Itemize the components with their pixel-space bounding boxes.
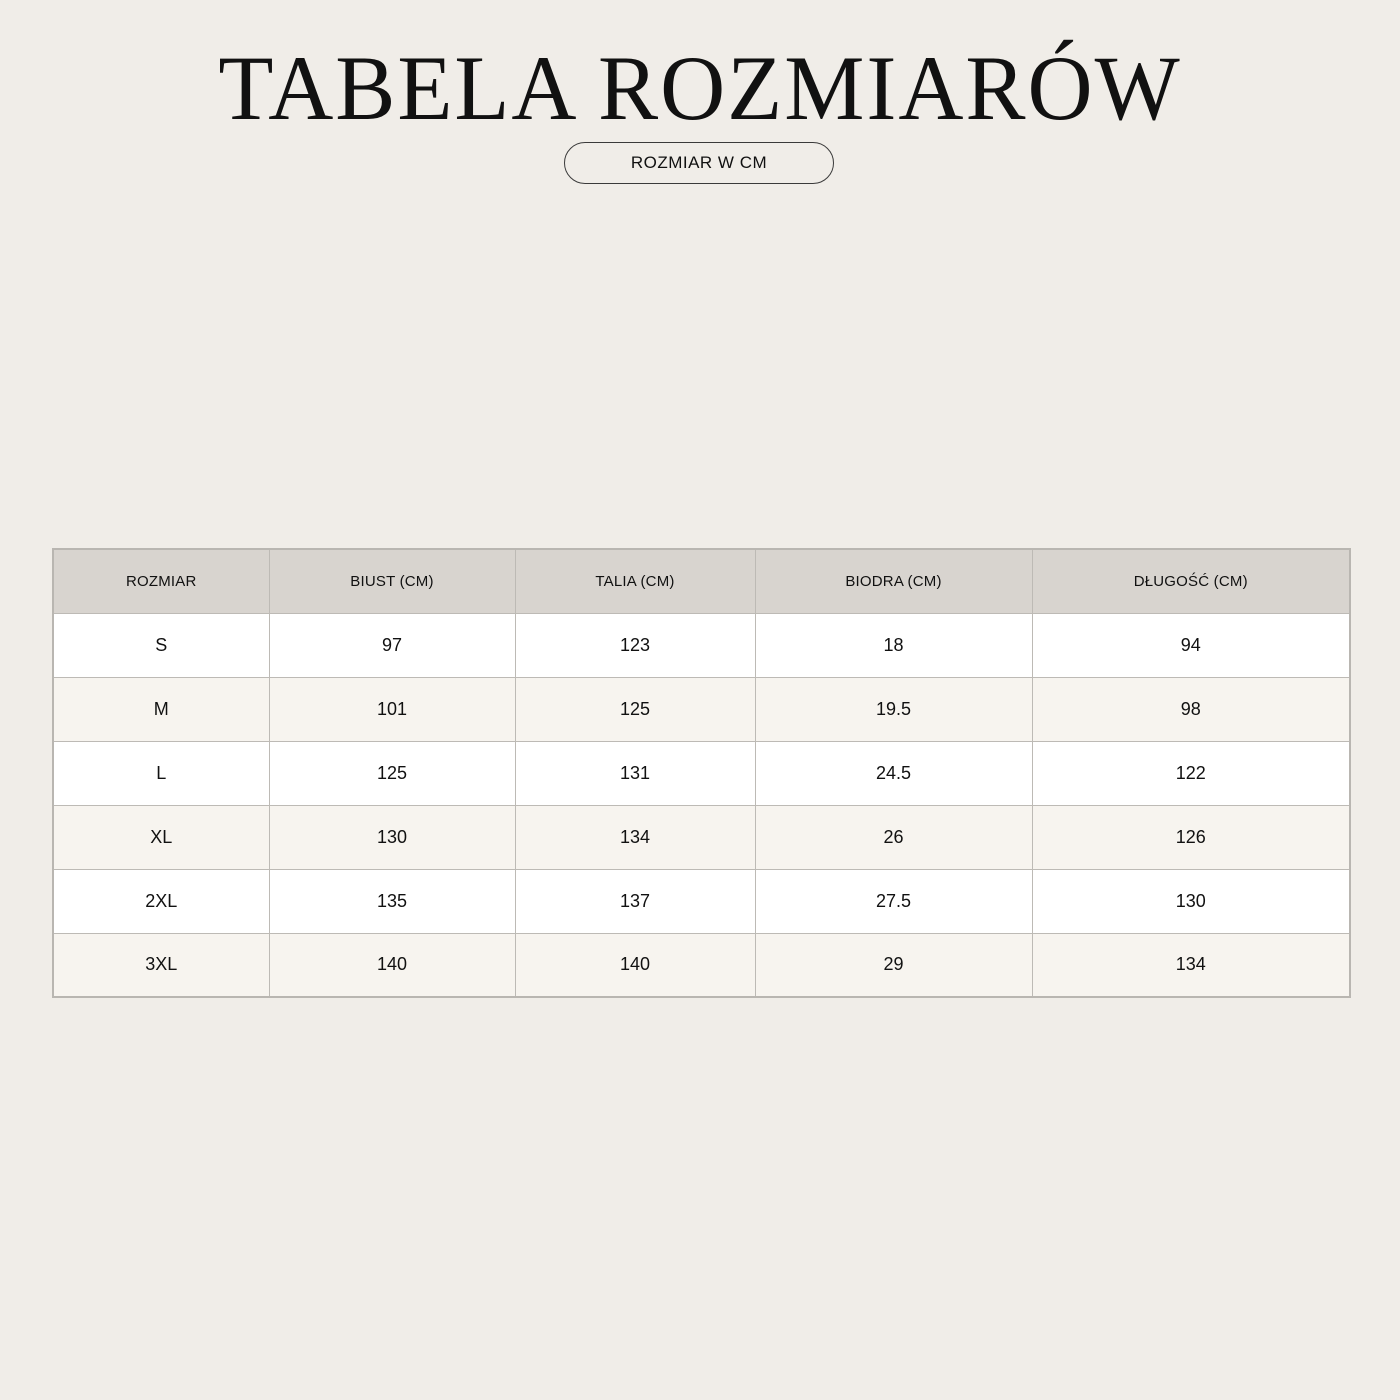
table-cell: 24.5 [755,741,1032,805]
table-row [53,741,1350,805]
table-cell: 29 [755,933,1032,997]
table-cell: 123 [515,613,755,677]
table-cell: S [53,613,269,677]
table-cell: 101 [269,677,515,741]
table-cell: 126 [1032,805,1350,869]
table-cell: 26 [755,805,1032,869]
table-cell: 122 [1032,741,1350,805]
table-cell: 125 [515,677,755,741]
table-cell: 140 [515,933,755,997]
column-header-size: ROZMIAR [53,549,269,613]
table-row [53,805,1350,869]
table-cell: 27.5 [755,869,1032,933]
table-cell: L [53,741,269,805]
table-cell: 131 [515,741,755,805]
table-row [53,933,1350,997]
table-cell: 137 [515,869,755,933]
table-cell: XL [53,805,269,869]
page-title: TABELA ROZMIARÓW [218,37,1182,139]
size-table [52,548,1351,998]
table-row [53,869,1350,933]
table-cell: 130 [1032,869,1350,933]
table-row [53,677,1350,741]
column-header-waist: TALIA (CM) [515,549,755,613]
table-cell: 3XL [53,933,269,997]
units-badge: ROZMIAR W CM [564,142,834,184]
column-header-length: DŁUGOŚĆ (CM) [1032,549,1350,613]
table-cell: M [53,677,269,741]
table-cell: 97 [269,613,515,677]
table-cell: 135 [269,869,515,933]
table-header-row [53,549,1350,613]
table-cell: 98 [1032,677,1350,741]
table-cell: 134 [1032,933,1350,997]
table-cell: 134 [515,805,755,869]
table-cell: 130 [269,805,515,869]
table-cell: 18 [755,613,1032,677]
table-row [53,613,1350,677]
column-header-hips: BIODRA (CM) [755,549,1032,613]
table-cell: 2XL [53,869,269,933]
table-cell: 125 [269,741,515,805]
table-cell: 19.5 [755,677,1032,741]
column-header-bust: BIUST (CM) [269,549,515,613]
table-cell: 140 [269,933,515,997]
table-cell: 94 [1032,613,1350,677]
